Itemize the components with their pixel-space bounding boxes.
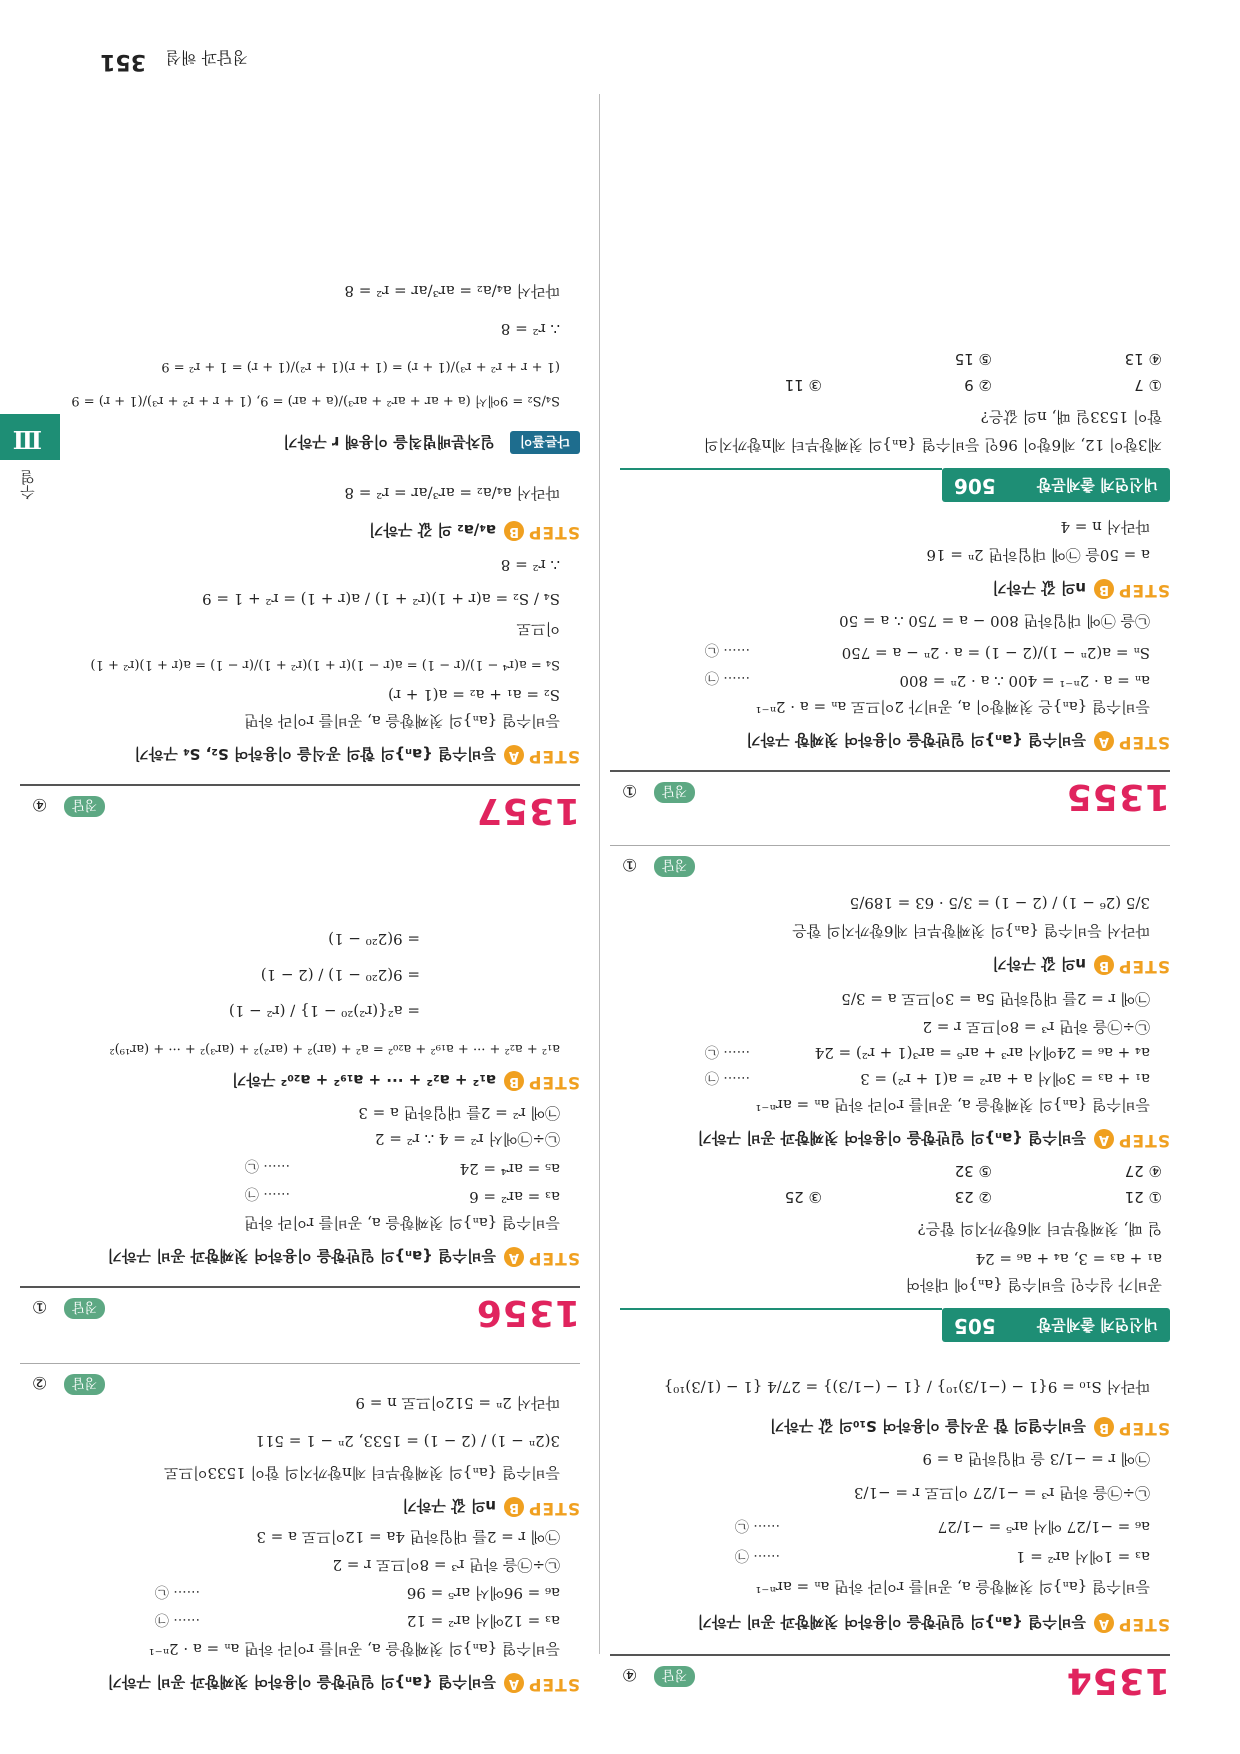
step-a-text: 등비수열 {aₙ}의 합의 공식을 이용하여 S₂, S₄ 구하기 [134,745,496,763]
solution-line: a₃ = 12에서 ar² = 12 [406,1612,560,1630]
step-a: STEP A 등비수열 {aₙ}의 일반항을 이용하여 첫째항과 공비 구하기 [697,1129,1170,1150]
problem-number: 1357 [475,790,580,831]
solution-line: a₆ = −1/27 에서 ar⁵ = −1/27 [937,1518,1150,1536]
solution-line: ∴ r² = 8 [500,320,560,338]
solution-line: a = 50을 ㉠에 대입하면 2ⁿ = 16 [926,546,1150,564]
banner-rule [620,468,942,470]
step-b-text: a₄/a₂ 의 값 구하기 [369,521,496,539]
answer-value: ① [622,854,638,874]
section-tab-label: 수열 [19,470,37,500]
solution-line: = a²{(r²)²⁰ − 1} / (r² − 1) [228,1002,420,1020]
problem-1356-header [20,1286,580,1336]
banner-rule [620,1308,942,1310]
banner-label: 내신연계 출제문항 [1036,1316,1158,1334]
equation-mark: ······ ㉡ [244,1157,290,1173]
banner-label: 내신연계 출제문항 [1036,476,1158,494]
solution-line: ㉠에 r² = 2를 대입하면 a = 3 [358,1104,560,1122]
step-a: STEP A 등비수열 {aₙ}의 일반항을 이용하여 첫째항 구하기 [746,731,1170,752]
step-a: STEP A 등비수열 {aₙ}의 일반항을 이용하여 첫째항과 공비 구하기 [107,1673,580,1694]
solution-line: (1 + r + r² + r³)/(1 + r) = (1 + r)(1 + r²)/(1 + r) = 1 + r² = 9 [161,359,560,374]
solution-line: 따라서 a₄/a₂ = ar³/ar = r² = 8 [344,484,560,502]
solution-line: ㉠에 r = −1/3 을 대입하면 a = 9 [922,1450,1150,1468]
solution-line: ∴ r² = 8 [500,556,560,574]
equation-mark: ······ ㉡ [734,1517,780,1533]
solution-line: 따라서 2ⁿ = 512이므로 n = 9 [355,1394,560,1412]
alternative-title: 일차분배법칙을 이용해 r 구하기 [283,433,495,451]
solution-line: a₃ = ar² = 6 [469,1188,560,1206]
choice-5[interactable]: ⑤ 15 [954,350,992,368]
solution-line: ㉡을 ㉠에 대입하면 800 − a = 750 ∴ a = 50 [839,612,1150,630]
solution-line: 등비수열 {aₙ}의 첫째항을 a, 공비를 r이라 하면 [244,712,560,730]
choice-1[interactable]: ① 7 [1134,376,1162,394]
step-a: STEP A 등비수열 {aₙ}의 일반항을 이용하여 첫째항과 공비 구하기 [697,1613,1170,1634]
column-divider [599,94,600,1654]
solution-line: 3/5 (2⁶ − 1) / (2 − 1) = 3/5 · 63 = 189/5 [849,894,1150,912]
question-line: 일 때, 첫째항부터 제6항까지의 합은? [917,1220,1162,1238]
question-line: 공비가 실수인 등비수열 {aₙ}에 대하여 [905,1276,1162,1294]
equation-mark: ······ ㉠ [244,1185,290,1201]
question-line: a₁ + a₃ = 3, a₄ + a₆ = 24 [975,1250,1162,1268]
step-b-text: n의 값 구하기 [402,1497,496,1515]
header-title: 정답과 해설 [165,48,248,67]
solution-line: 따라서 S₁₀ = 9{1 − (−1/3)¹⁰} / {1 − (−1/3)} = 27/4 {1 − (1/3)¹⁰} [663,1378,1150,1396]
solution-line: a₆ = 96에서 ar⁵ = 96 [406,1584,560,1602]
problem-number: 1355 [1065,776,1170,817]
step-b-text: n의 값 구하기 [992,579,1086,597]
solution-line: 등비수열 {aₙ}의 첫째항을 a, 공비를 r이라 하면 aₙ = arⁿ⁻¹ [755,1578,1150,1596]
choice-2[interactable]: ② 9 [964,376,992,394]
solution-line: ㉡÷㉠을 하면 r³ = 8이므로 r = 2 [332,1556,560,1574]
section-roman-numeral: Ⅲ [12,425,42,454]
solution-line: 등비수열 {aₙ}의 첫째항을 a, 공비를 r이라 하면 aₙ = a · 2ⁿ⁻¹ [148,1640,560,1658]
banner-number: 506 [954,474,996,498]
solution-line: ㉡÷㉠을 하면 r³ = 8이므로 r = 2 [922,1018,1150,1036]
step-b-text: n의 값 구하기 [992,955,1086,973]
problem-1354-header [610,1654,1170,1704]
answer-value: ① [32,1296,48,1316]
solution-line: S₄ = a(r⁴ − 1)/(r − 1) = a(r − 1)(r + 1)(r² + 1)/(r − 1) = a(r + 1)(r² + 1) [90,657,560,672]
solution-line: a₃ = 1에서 ar² = 1 [1015,1548,1150,1566]
problem-number: 1354 [1065,1660,1170,1701]
solution-line: S₄/S₂ = 9에서 (a + ar + ar² + ar³)/(a + ar) = 9, (1 + r + r² + r³)/(1 + r) = 9 [71,393,560,408]
solution-line: 따라서 n = 4 [1060,518,1150,536]
solution-line: ㉡÷㉠에서 r² = 4 ∴ r² = 2 [374,1130,560,1148]
step-b: STEP B n의 값 구하기 [992,579,1170,600]
step-a-text: 등비수열 {aₙ}의 일반항을 이용하여 첫째항과 공비 구하기 [697,1129,1086,1147]
solution-line: S₂ = a₁ + a₂ = a(1 + r) [388,686,560,704]
solution-line: ㉠에 r = 2를 대입하면 5a = 3이므로 a = 3/5 [841,990,1150,1008]
alternative-badge: 다른풀이 [510,431,580,454]
step-b: STEP B n의 값 구하기 [992,955,1170,976]
solution-line: aₙ = a · 2ⁿ⁻¹ = 400 ∴ a · 2ⁿ = 800 [899,672,1150,690]
answer-value: ① [622,780,638,800]
solution-line: a₅ = ar⁴ = 24 [459,1160,560,1178]
equation-mark: ······ ㉠ [704,1069,750,1085]
step-b: STEP B n의 값 구하기 [402,1497,580,1518]
equation-mark: ······ ㉡ [154,1583,200,1599]
choice-3[interactable]: ③ 25 [784,1188,822,1206]
answer-value: ④ [622,1664,638,1684]
related-problem-banner [942,1308,1170,1342]
step-b-text: 등비수열의 합 공식을 이용하여 S₁₀의 값 구하기 [769,1417,1086,1435]
answer-badge: 정답 [64,1374,105,1395]
solution-line: ㉡÷㉠을 하면 r³ = −1/27 이므로 r = −1/3 [853,1484,1150,1502]
problem-number: 1356 [475,1292,580,1333]
solution-line: 따라서 등비수열 {aₙ}의 첫째항부터 제6항까지의 합은 [792,922,1150,940]
solution-line: a₁² + a₂² + ··· + a₁₉² + a₂₀² = a² + (ar)² + (ar²)² + (ar³)² + ··· + (ar¹⁹)² [109,1041,560,1056]
choice-4[interactable]: ④ 13 [1124,350,1162,368]
answer-row [20,1363,580,1400]
answer-badge: 정답 [654,1666,695,1687]
problem-1357-header [20,784,580,834]
step-b: STEP B a₄/a₂ 의 값 구하기 [369,521,580,542]
step-a-text: 등비수열 {aₙ}의 일반항을 이용하여 첫째항과 공비 구하기 [107,1673,496,1691]
solution-line: a₄ + a₆ = 24에서 ar³ + ar⁵ = ar³(1 + r²) = 24 [814,1044,1150,1062]
banner-number: 505 [954,1314,996,1338]
step-a-text: 등비수열 {aₙ}의 일반항을 이용하여 첫째항 구하기 [746,731,1086,749]
answer-value: ② [32,1372,48,1392]
step-a: STEP A 등비수열 {aₙ}의 합의 공식을 이용하여 S₂, S₄ 구하기 [134,745,580,766]
choice-5[interactable]: ⑤ 32 [954,1162,992,1180]
solution-line: 따라서 a₄/a₂ = ar³/ar = r² = 8 [344,282,560,300]
solution-line: Sₙ = a(2ⁿ − 1)/(2 − 1) = a · 2ⁿ − a = 750 [841,644,1150,662]
equation-mark: ······ ㉡ [704,641,750,657]
solution-line: 3(2ⁿ − 1) / (2 − 1) = 1533, 2ⁿ − 1 = 511 [255,1432,560,1450]
solution-line: 등비수열 {aₙ}의 첫째항부터 제n항까지의 합이 1533이므로 [164,1464,560,1482]
solution-line: ㉠에 r = 2를 대입하면 4a = 12이므로 a = 3 [256,1528,560,1546]
answer-badge: 정답 [654,782,695,803]
choice-1[interactable]: ① 21 [1124,1188,1162,1206]
question-line: 제3항이 12, 제6항이 96인 등비수열 {aₙ}의 첫째항부터 제n항까지의 [703,436,1162,454]
equation-mark: ······ ㉡ [704,1043,750,1059]
step-b: STEP B a₁² + a₂² + ··· + a₁₉² + a₂₀² 구하기 [231,1071,580,1092]
solution-line: 등비수열 {aₙ}의 첫째항을 a, 공비를 r이라 하면 [244,1214,560,1232]
related-problem-banner [942,468,1170,502]
question-line: 합이 1533일 때, n의 값은? [980,408,1162,426]
solution-line: S₄ / S₂ = a(r + 1)(r² + 1) / a(r + 1) = r² + 1 = 9 [202,590,560,608]
step-a: STEP A 등비수열 {aₙ}의 일반항을 이용하여 첫째항과 공비 구하기 [107,1247,580,1268]
step-a-text: 등비수열 {aₙ}의 일반항을 이용하여 첫째항과 공비 구하기 [107,1247,496,1265]
solution-line: a₁ + a₃ = 3에서 a + ar² = a(1 + r²) = 3 [860,1070,1150,1088]
solution-line: 이므로 [516,620,560,638]
alternative-solution-header [20,426,580,454]
answer-value: ④ [32,794,48,814]
answer-badge: 정답 [654,856,695,877]
solution-line: 등비수열 {aₙ}의 첫째항을 a, 공비를 r이라 하면 aₙ = arⁿ⁻¹ [755,1096,1150,1114]
equation-mark: ······ ㉠ [154,1611,200,1627]
choice-3[interactable]: ③ 11 [784,376,822,394]
step-a-text: 등비수열 {aₙ}의 일반항을 이용하여 첫째항과 공비 구하기 [697,1613,1086,1631]
solution-line: = 9(2²⁰ − 1) [328,930,420,948]
problem-1355-header [610,770,1170,820]
equation-mark: ······ ㉠ [704,669,750,685]
solution-line: = 9(2²⁰ − 1) / (2 − 1) [260,966,420,984]
solution-line: 등비수열 {aₙ}은 첫째항이 a, 공비가 2이므로 aₙ = a · 2ⁿ⁻¹ [755,698,1150,716]
answer-badge: 정답 [64,1298,105,1319]
step-b: STEP B 등비수열의 합 공식을 이용하여 S₁₀의 값 구하기 [769,1417,1170,1438]
equation-mark: ······ ㉠ [734,1547,780,1563]
answer-row [610,845,1170,882]
answer-badge: 정답 [64,796,105,817]
choice-2[interactable]: ② 23 [954,1188,992,1206]
page-number: 351 [100,49,146,74]
step-b-text: a₁² + a₂² + ··· + a₁₉² + a₂₀² 구하기 [231,1071,496,1089]
choice-4[interactable]: ④ 27 [1124,1162,1162,1180]
